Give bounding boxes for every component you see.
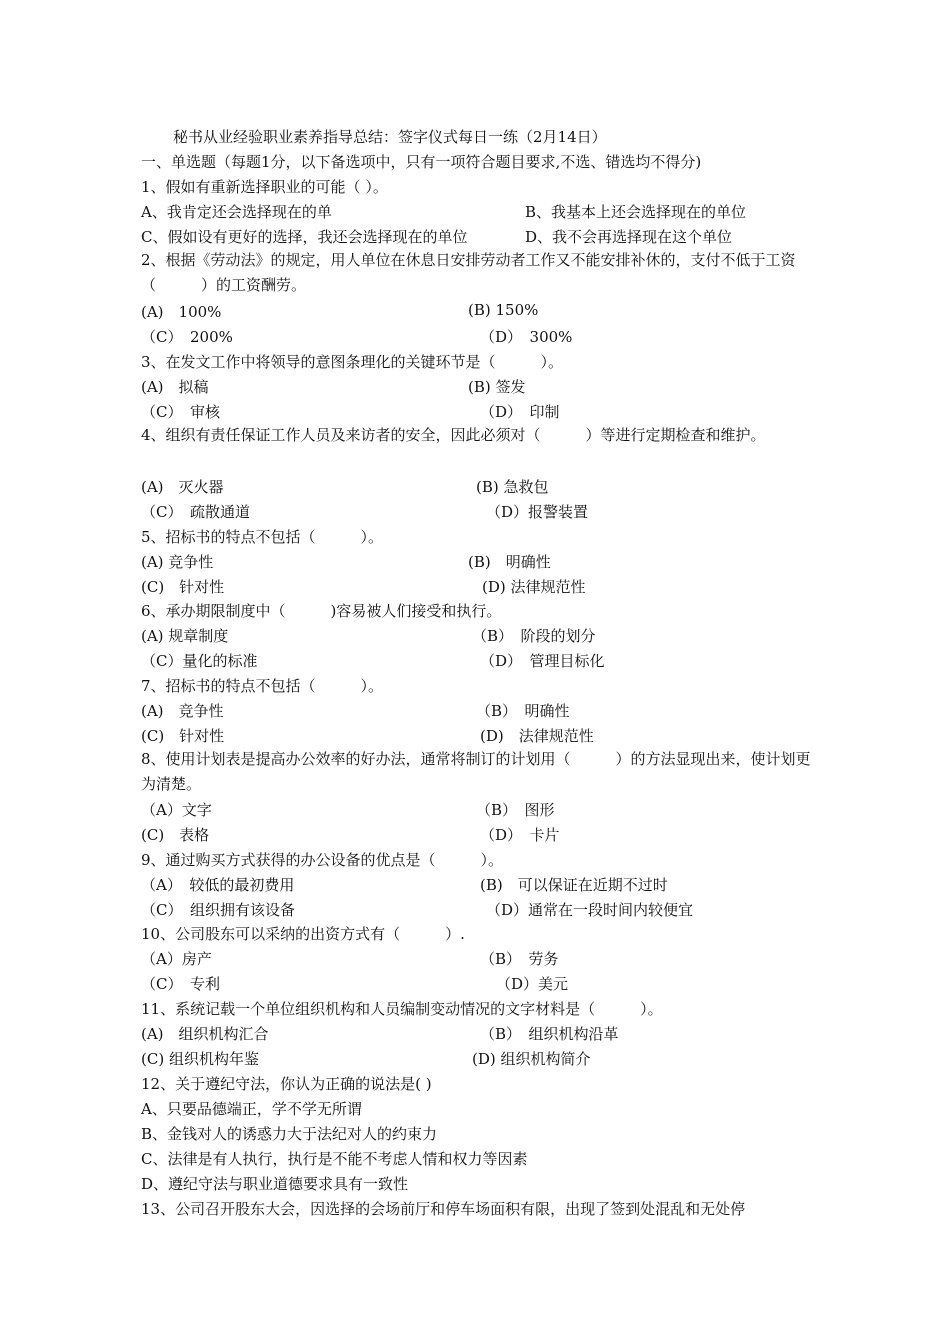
option-b: (B) 签发 [468, 378, 526, 396]
page-title: 秘书从业经验职业素养指导总结：签字仪式每日一练（2月14日） [173, 128, 607, 146]
option-b: （B） 劳务 [480, 950, 559, 968]
option-a: A、只要品德端正，学不学无所谓 [141, 1100, 362, 1118]
question-stem: 2、根据《劳动法》的规定，用人单位在休息日安排劳动者工作又不能安排补休的，支付不低于工资（ ）的工资酬劳。 [141, 251, 796, 294]
option-d: （D）报警装置 [486, 503, 589, 521]
option-d: （D） 卡片 [480, 826, 560, 844]
question-stem: 13、公司召开股东大会，因选择的会场前厅和停车场面积有限，出现了签到处混乱和无处停 [141, 1200, 746, 1218]
option-a: (A) 竞争性 [141, 553, 214, 571]
question-stem: 5、招标书的特点不包括（ ）。 [141, 528, 384, 546]
option-c: (C) 组织机构年鉴 [141, 1050, 259, 1068]
option-a: (A) 拟稿 [141, 378, 209, 396]
option-b: （B） 明确性 [476, 702, 570, 720]
option-a: (A) 规章制度 [141, 627, 229, 645]
option-c: （C） 疏散通道 [141, 503, 250, 521]
question-stem: 4、组织有责任保证工作人员及来访者的安全，因此必须对（ ）等进行定期检查和维护。 [141, 426, 766, 444]
option-d: （D） 300% [480, 328, 573, 346]
option-a: (A) 100% [141, 303, 222, 321]
option-a: （A） 较低的最初费用 [141, 876, 295, 894]
option-c: （C） 组织拥有该设备 [141, 901, 295, 919]
section-heading: 一、单选题（每题1分，以下备选项中，只有一项符合题目要求,不选、错选均不得分) [141, 153, 702, 171]
option-c: （C） 200% [141, 328, 233, 346]
option-d: （D） 印制 [480, 403, 560, 421]
option-c: (C) 针对性 [141, 578, 225, 596]
question-stem: 1、假如有重新选择职业的可能（ ）。 [141, 178, 388, 196]
option-a: （A）文字 [141, 801, 212, 819]
question-stem: 8、使用计划表是提高办公效率的好办法，通常将制订的计划用（ ）的方法显现出来，使计划更为清楚。 [141, 750, 811, 793]
option-b: (B) 急救包 [476, 478, 549, 496]
option-c: C、假如设有更好的选择，我还会选择现在的单位 [141, 228, 468, 246]
option-b: （B） 图形 [476, 801, 555, 819]
option-b: (B) 150% [468, 301, 539, 319]
option-a: (A) 竞争性 [141, 702, 224, 720]
option-d: D、我不会再选择现在这个单位 [525, 228, 733, 246]
option-d: D、遵纪守法与职业道德要求具有一致性 [141, 1175, 409, 1193]
question-stem: 7、招标书的特点不包括（ ）。 [141, 677, 384, 695]
option-b: B、我基本上还会选择现在的单位 [525, 203, 747, 221]
question-stem: 10、公司股东可以采纳的出资方式有（ ）. [141, 925, 465, 943]
question-stem: 6、承办期限制度中（ )容易被人们接受和执行。 [141, 602, 502, 620]
option-d: （D） 管理目标化 [480, 652, 605, 670]
option-b: (B) 明确性 [468, 553, 551, 571]
option-c: （C） 审核 [141, 403, 220, 421]
question-stem: 3、在发文工作中将领导的意图条理化的关键环节是（ ）。 [141, 353, 564, 371]
option-c: (C) 表格 [141, 826, 210, 844]
option-c: （C） 专利 [141, 975, 220, 993]
option-b: B、金钱对人的诱惑力大于法纪对人的约束力 [141, 1125, 438, 1143]
option-b: (B) 可以保证在近期不过时 [480, 876, 668, 894]
question-stem: 12、关于遵纪守法，你认为正确的说法是( ) [141, 1075, 432, 1093]
option-b: （B） 阶段的划分 [472, 627, 596, 645]
question-stem: 9、通过购买方式获得的办公设备的优点是（ ）。 [141, 851, 504, 869]
option-b: （B） 组织机构沿革 [480, 1025, 619, 1043]
option-d: (D) 法律规范性 [482, 578, 586, 596]
option-d: （D）美元 [496, 975, 569, 993]
option-c: C、法律是有人执行，执行是不能不考虑人情和权力等因素 [141, 1150, 528, 1168]
option-d: (D) 组织机构简介 [472, 1050, 591, 1068]
option-c: （C）量化的标准 [141, 652, 258, 670]
option-a: (A) 灭火器 [141, 478, 224, 496]
question-stem: 11、系统记载一个单位组织机构和人员编制变动情况的文字材料是（ ）。 [141, 1000, 663, 1018]
option-c: (C) 针对性 [141, 727, 225, 745]
option-a: A、我肯定还会选择现在的单 [141, 203, 332, 221]
option-a: (A) 组织机构汇合 [141, 1025, 269, 1043]
option-d: (D) 法律规范性 [480, 727, 594, 745]
option-a: （A）房产 [141, 950, 212, 968]
option-d: （D）通常在一段时间内较便宜 [486, 901, 694, 919]
